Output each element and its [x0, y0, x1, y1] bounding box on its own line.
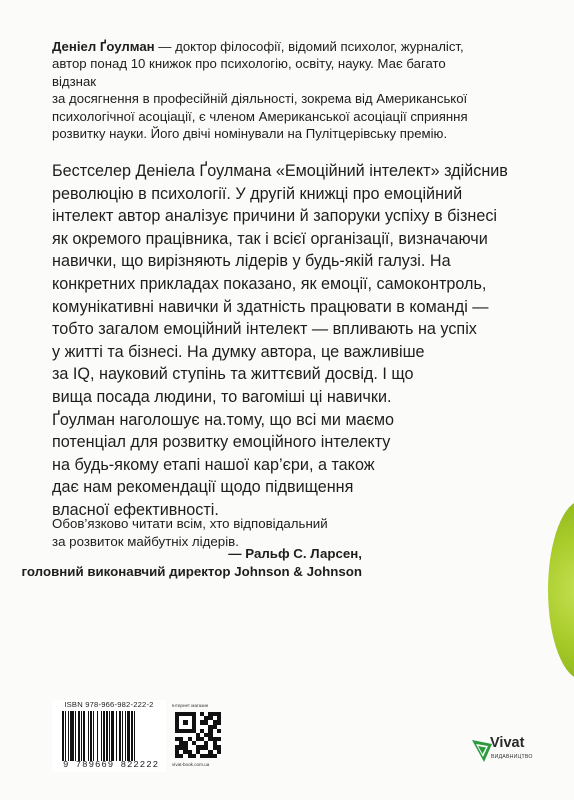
qr-module — [217, 754, 221, 758]
quote-attribution — [22, 545, 362, 580]
description-line: комунікативні навички й здатність працювати в команді — — [52, 297, 489, 316]
description-line: за IQ, науковий ступінь та життєвий досвід. І що — [52, 365, 414, 384]
author-bio-line: — доктор філософії, відомий психолог, журналіст, — [154, 39, 464, 54]
description-line: навички, що вирізняють лідерів у будь-якій галузі. На — [52, 252, 451, 271]
qr-url: vivat-book.com.ua — [172, 762, 210, 767]
description-line: Бестселер Деніела Ґоулмана «Емоційний інтелект» здійснив — [52, 162, 508, 180]
description-line: революцію в психології. У другій книжці про емоційний — [52, 184, 463, 203]
description-line: вища посада людини, то вагоміші ці навички. — [52, 387, 392, 406]
description-line: дає нам рекомендації щодо підвищення — [52, 478, 354, 497]
quote-author-title: головний виконавчий директор Johnson & Johnson — [21, 563, 362, 579]
description-line: інтелект автор аналізує причини й запоруки успіху в бізнесі — [52, 207, 498, 226]
description-line: конкретних прикладах показано, як емоції, самоконтроль, — [52, 274, 487, 293]
decorative-green-arc — [548, 500, 574, 680]
qr-code — [175, 712, 221, 758]
author-bio-line: розвитку науки. Його двічі номінували на Пулітцерівську премію. — [52, 126, 448, 142]
description-line: Ґоулман наголошує на.тому, що всі ми маємо — [52, 410, 394, 429]
description-line: власної ефективності. — [52, 500, 219, 519]
publisher-name: Vivat — [490, 735, 525, 751]
author-bio-line: психологічної асоціації, є членом Американської асоціації сприяння — [52, 108, 468, 124]
description-line: тобто загалом емоційний інтелект — впливають на успіх — [52, 320, 477, 339]
author-name: Деніел Ґоулман — [52, 39, 155, 54]
isbn-text: ISBN 978-966-982-222-2 — [64, 700, 154, 709]
author-bio-line: за досягнення в професійній діяльності, зокрема від Американської — [52, 91, 468, 107]
description-line: потенціал для розвитку емоційного інтелекту — [52, 433, 391, 452]
book-description — [52, 160, 522, 522]
author-bio — [52, 38, 472, 142]
quote-author: — Ральф С. Ларсен, — [228, 546, 362, 561]
quote-line: за розвиток майбутніх лідерів. — [52, 533, 239, 549]
description-line: на будь-якому етапі нашої кар’єри, а також — [52, 455, 375, 474]
barcode-digits: 9 789669 822222 — [62, 760, 159, 770]
barcode — [62, 711, 166, 761]
publisher-subtitle: ВИДАВНИЦТВО — [491, 754, 533, 760]
qr-label: Інтернет магазин — [172, 703, 209, 708]
barcode-bar — [135, 711, 137, 761]
description-line: як окремого працівника, так і всієї організації, визначаючи — [52, 229, 488, 248]
description-line: у житті та бізнесі. На думку автора, це важливіше — [52, 342, 425, 361]
author-bio-line: автор понад 10 книжок про психологію, освіту, науку. Має багато відзнак — [52, 56, 446, 89]
quote-line: Обов’язково читати всім, хто відповідальний — [52, 516, 328, 531]
